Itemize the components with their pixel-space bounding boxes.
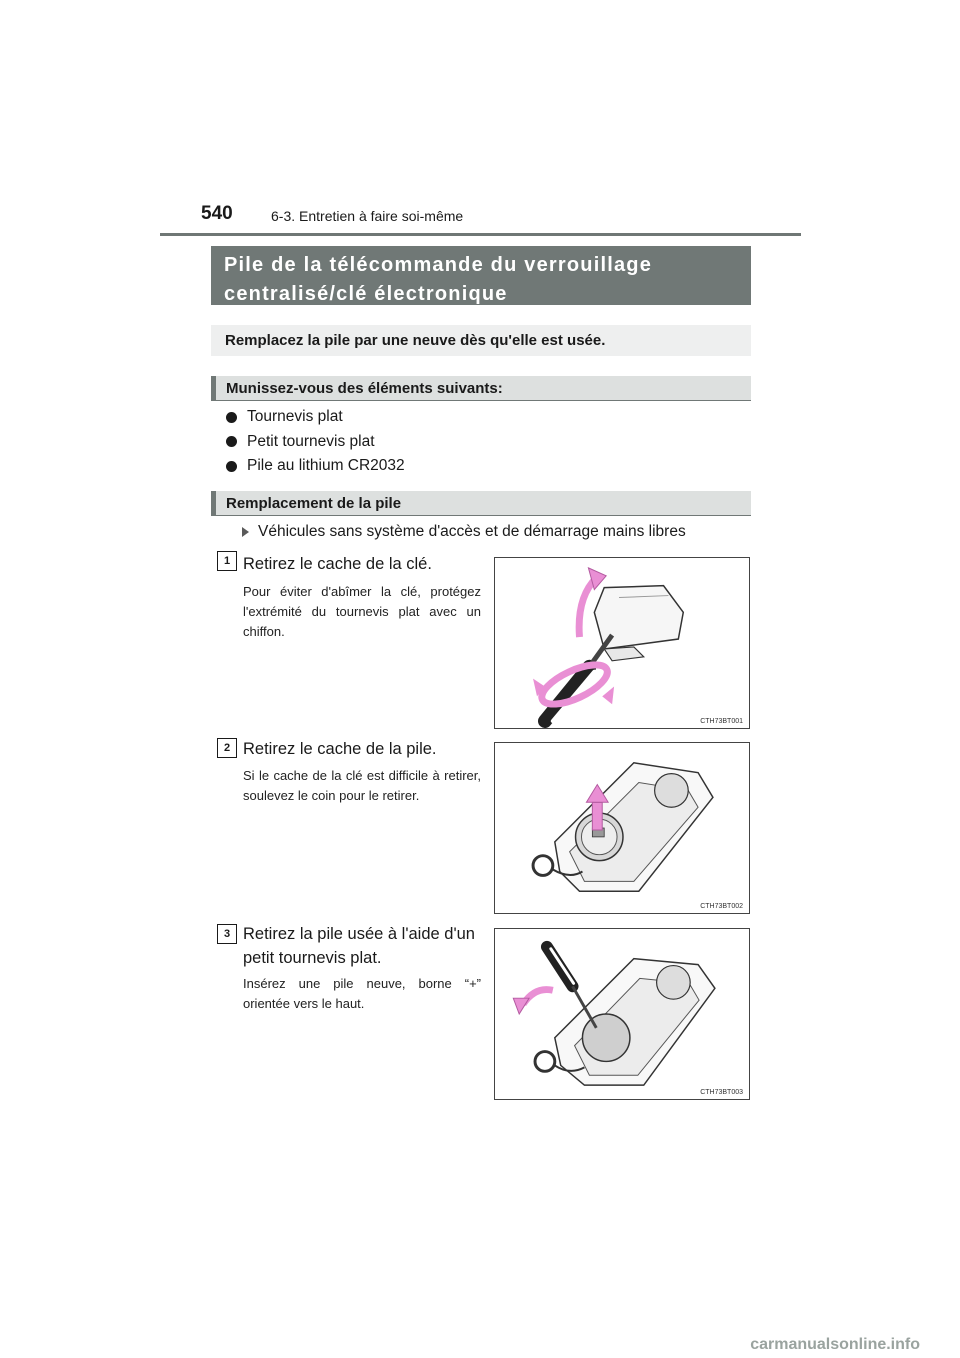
remove-key-cover-illustration — [495, 558, 749, 728]
step-1-image-code: CTH73BT001 — [700, 718, 743, 725]
step-1-title: Retirez le cache de la clé. — [243, 555, 432, 573]
watermark: carmanualsonline.info — [750, 1336, 920, 1353]
list-item-text: Pile au lithium CR2032 — [247, 457, 405, 475]
step-3-title: Retirez la pile usée à l'aide d'un petit tournevis plat. — [243, 925, 475, 967]
page-title-line-2: centralisé/clé électronique — [224, 283, 508, 305]
remove-battery-illustration — [495, 929, 749, 1099]
items-heading: Munissez-vous des éléments suivants: — [211, 376, 751, 401]
triangle-bullet-icon — [242, 527, 249, 537]
step-3-image-code: CTH73BT003 — [700, 1089, 743, 1096]
bullet-icon — [226, 436, 237, 447]
header-divider — [160, 233, 801, 236]
bullet-icon — [226, 461, 237, 472]
step-2-illustration — [494, 742, 750, 914]
intro-box: Remplacez la pile par une neuve dès qu'elle est usée. — [211, 325, 751, 356]
step-3-note: Insérez une pile neuve, borne “+” orientée vers le haut. — [243, 976, 481, 1011]
step-3-illustration — [494, 928, 750, 1100]
step-2-image-code: CTH73BT002 — [700, 903, 743, 910]
vehicle-condition — [242, 523, 686, 541]
step-number-2: 2 — [217, 738, 237, 758]
step-number-1: 1 — [217, 551, 237, 571]
bullet-icon — [226, 412, 237, 423]
list-item — [224, 430, 405, 455]
step-number-3: 3 — [217, 924, 237, 944]
remove-battery-cover-illustration — [495, 743, 749, 913]
list-item — [224, 405, 405, 430]
step-2-note: Si le cache de la clé est difficile à retirer, soulevez le coin pour le retirer. — [243, 768, 481, 803]
page-title-line-1: Pile de la télécommande du verrouillage — [224, 254, 653, 276]
step-1-illustration — [494, 557, 750, 729]
items-list — [224, 405, 405, 479]
step-1-note: Pour éviter d'abîmer la clé, protégez l'extrémité du tournevis plat avec un chiffon. — [243, 584, 481, 639]
list-item-text: Petit tournevis plat — [247, 432, 375, 450]
list-item-text: Tournevis plat — [247, 408, 343, 426]
section-breadcrumb: 6-3. Entretien à faire soi-même — [271, 208, 464, 224]
replacement-heading: Remplacement de la pile — [211, 491, 751, 516]
list-item — [224, 454, 405, 479]
vehicle-condition-text: Véhicules sans système d'accès et de démarrage mains libres — [258, 523, 686, 540]
page-title — [211, 246, 751, 305]
page-number: 540 — [201, 203, 233, 224]
step-2-title: Retirez le cache de la pile. — [243, 740, 437, 758]
